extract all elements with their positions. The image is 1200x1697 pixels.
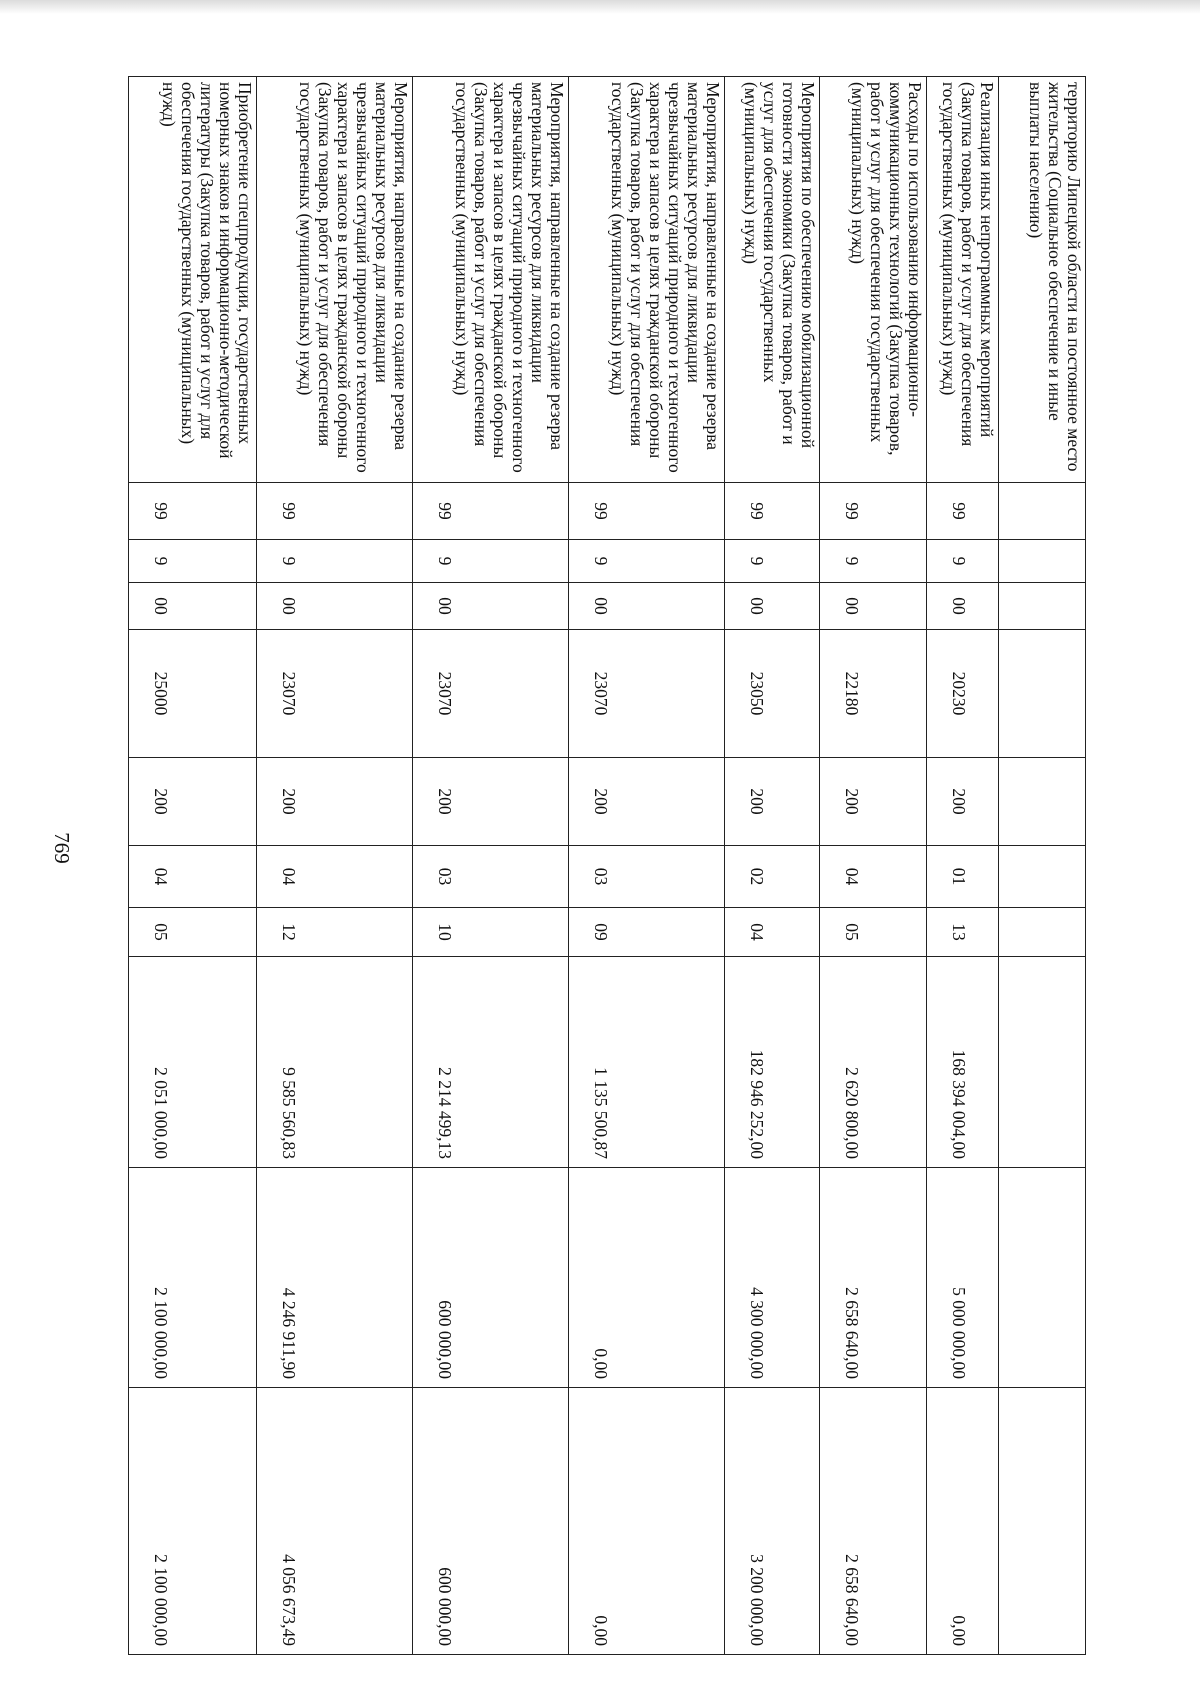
amount-year-1-cell: 2 214 499,13 bbox=[413, 957, 569, 1168]
budget-table bbox=[128, 76, 1086, 1655]
amount-year-3-cell: 0,00 bbox=[926, 1388, 999, 1655]
subsection-code-cell: 05 bbox=[129, 908, 257, 957]
row-description: Реализация иных непрограммных мероприятий (Закупка товаров, работ и услуг для обеспечения государственных (муниципальных) нужд) bbox=[926, 77, 999, 483]
row-description: Приобретение спецпродукции, государственных номерных знаков и информационно-методической литературы (Закупка товаров, работ и услуг для обеспечения государственных (муниципальных) нужд) bbox=[129, 77, 257, 483]
subprogram-code-cell: 9 bbox=[569, 540, 725, 583]
rotated-table-frame bbox=[128, 76, 1086, 1654]
subprogram-code-cell: 9 bbox=[725, 540, 820, 583]
direction-code-cell: 23070 bbox=[569, 630, 725, 758]
program-code-cell: 99 bbox=[413, 483, 569, 540]
program-code-cell: 99 bbox=[256, 483, 412, 540]
expense-type-cell bbox=[999, 758, 1086, 846]
direction-code-cell: 20230 bbox=[926, 630, 999, 758]
section-code-cell: 03 bbox=[413, 846, 569, 908]
direction-code-cell: 22180 bbox=[820, 630, 926, 758]
amount-year-1-cell: 182 946 252,00 bbox=[725, 957, 820, 1168]
subprogram-code-cell: 9 bbox=[820, 540, 926, 583]
direction-code-cell: 23070 bbox=[256, 630, 412, 758]
subsection-code-cell: 04 bbox=[725, 908, 820, 957]
section-code-cell: 02 bbox=[725, 846, 820, 908]
expense-type-cell: 200 bbox=[820, 758, 926, 846]
amount-year-3-cell bbox=[999, 1388, 1086, 1655]
table-row bbox=[569, 77, 725, 1655]
program-code-cell: 99 bbox=[129, 483, 257, 540]
amount-year-2-cell: 4 300 000,00 bbox=[725, 1168, 820, 1388]
direction-code-cell: 23050 bbox=[725, 630, 820, 758]
amount-year-3-cell: 3 200 000,00 bbox=[725, 1388, 820, 1655]
event-group-code-cell bbox=[999, 583, 1086, 630]
event-group-code-cell: 00 bbox=[569, 583, 725, 630]
row-description: Мероприятия по обеспечению мобилизационной готовности экономики (Закупка товаров, работ и услуг для обеспечения государственных (муниципальных) нужд) bbox=[725, 77, 820, 483]
page-number: 769 bbox=[50, 832, 74, 864]
amount-year-1-cell: 168 394 004,00 bbox=[926, 957, 999, 1168]
expense-type-cell: 200 bbox=[413, 758, 569, 846]
row-description: Расходы по использованию информационно-коммуникационных технологий (Закупка товаров, работ и услуг для обеспечения государственных (муниципальных) нужд) bbox=[820, 77, 926, 483]
amount-year-1-cell bbox=[999, 957, 1086, 1168]
event-group-code-cell: 00 bbox=[256, 583, 412, 630]
table-row bbox=[820, 77, 926, 1655]
amount-year-3-cell: 4 056 673,49 bbox=[256, 1388, 412, 1655]
subsection-code-cell: 12 bbox=[256, 908, 412, 957]
table-row bbox=[725, 77, 820, 1655]
amount-year-1-cell: 2 620 800,00 bbox=[820, 957, 926, 1168]
table-body bbox=[129, 77, 1086, 1655]
table-row bbox=[129, 77, 257, 1655]
amount-year-1-cell: 2 051 000,00 bbox=[129, 957, 257, 1168]
event-group-code-cell: 00 bbox=[413, 583, 569, 630]
section-code-cell: 04 bbox=[129, 846, 257, 908]
section-code-cell: 01 bbox=[926, 846, 999, 908]
subsection-code-cell: 09 bbox=[569, 908, 725, 957]
amount-year-2-cell: 2 658 640,00 bbox=[820, 1168, 926, 1388]
expense-type-cell: 200 bbox=[256, 758, 412, 846]
subsection-code-cell: 10 bbox=[413, 908, 569, 957]
amount-year-1-cell: 1 135 500,87 bbox=[569, 957, 725, 1168]
table-row bbox=[999, 77, 1086, 1655]
subprogram-code-cell: 9 bbox=[256, 540, 412, 583]
row-description: Мероприятия, направленные на создание резерва материальных ресурсов для ликвидации чрезвычайных ситуаций природного и техногенного характера и запасов в целях гражданской обороны (Закупка товаров, работ и услуг для обеспечения государственных (муниципальных) нужд) bbox=[413, 77, 569, 483]
expense-type-cell: 200 bbox=[129, 758, 257, 846]
event-group-code-cell: 00 bbox=[725, 583, 820, 630]
table-row bbox=[256, 77, 412, 1655]
amount-year-2-cell: 2 100 000,00 bbox=[129, 1168, 257, 1388]
program-code-cell: 99 bbox=[569, 483, 725, 540]
section-code-cell: 04 bbox=[820, 846, 926, 908]
event-group-code-cell: 00 bbox=[129, 583, 257, 630]
table-row bbox=[926, 77, 999, 1655]
expense-type-cell: 200 bbox=[926, 758, 999, 846]
direction-code-cell: 23070 bbox=[413, 630, 569, 758]
direction-code-cell bbox=[999, 630, 1086, 758]
expense-type-cell: 200 bbox=[725, 758, 820, 846]
subprogram-code-cell: 9 bbox=[413, 540, 569, 583]
program-code-cell: 99 bbox=[926, 483, 999, 540]
amount-year-2-cell: 0,00 bbox=[569, 1168, 725, 1388]
program-code-cell: 99 bbox=[725, 483, 820, 540]
direction-code-cell: 25000 bbox=[129, 630, 257, 758]
section-code-cell bbox=[999, 846, 1086, 908]
scan-top-edge bbox=[0, 0, 1200, 14]
row-description: Мероприятия, направленные на создание резерва материальных ресурсов для ликвидации чрезвычайных ситуаций природного и техногенного характера и запасов в целях гражданской обороны (Закупка товаров, работ и услуг для обеспечения государственных (муниципальных) нужд) bbox=[256, 77, 412, 483]
section-code-cell: 04 bbox=[256, 846, 412, 908]
amount-year-1-cell: 9 585 560,83 bbox=[256, 957, 412, 1168]
amount-year-3-cell: 2 658 640,00 bbox=[820, 1388, 926, 1655]
subsection-code-cell bbox=[999, 908, 1086, 957]
subprogram-code-cell: 9 bbox=[129, 540, 257, 583]
event-group-code-cell: 00 bbox=[820, 583, 926, 630]
program-code-cell: 99 bbox=[820, 483, 926, 540]
event-group-code-cell: 00 bbox=[926, 583, 999, 630]
program-code-cell bbox=[999, 483, 1086, 540]
table-row bbox=[413, 77, 569, 1655]
subprogram-code-cell: 9 bbox=[926, 540, 999, 583]
subprogram-code-cell bbox=[999, 540, 1086, 583]
amount-year-2-cell: 4 246 911,90 bbox=[256, 1168, 412, 1388]
section-code-cell: 03 bbox=[569, 846, 725, 908]
subsection-code-cell: 05 bbox=[820, 908, 926, 957]
subsection-code-cell: 13 bbox=[926, 908, 999, 957]
row-description: Мероприятия, направленные на создание резерва материальных ресурсов для ликвидации чрезвычайных ситуаций природного и техногенного характера и запасов в целях гражданской обороны (Закупка товаров, работ и услуг для обеспечения государственных (муниципальных) нужд) bbox=[569, 77, 725, 483]
amount-year-3-cell: 600 000,00 bbox=[413, 1388, 569, 1655]
row-description: территорию Липецкой области на постоянное место жительства (Социальное обеспечение и иные выплаты населению) bbox=[999, 77, 1086, 483]
amount-year-3-cell: 0,00 bbox=[569, 1388, 725, 1655]
amount-year-2-cell: 600 000,00 bbox=[413, 1168, 569, 1388]
amount-year-2-cell: 5 000 000,00 bbox=[926, 1168, 999, 1388]
amount-year-2-cell bbox=[999, 1168, 1086, 1388]
expense-type-cell: 200 bbox=[569, 758, 725, 846]
amount-year-3-cell: 2 100 000,00 bbox=[129, 1388, 257, 1655]
